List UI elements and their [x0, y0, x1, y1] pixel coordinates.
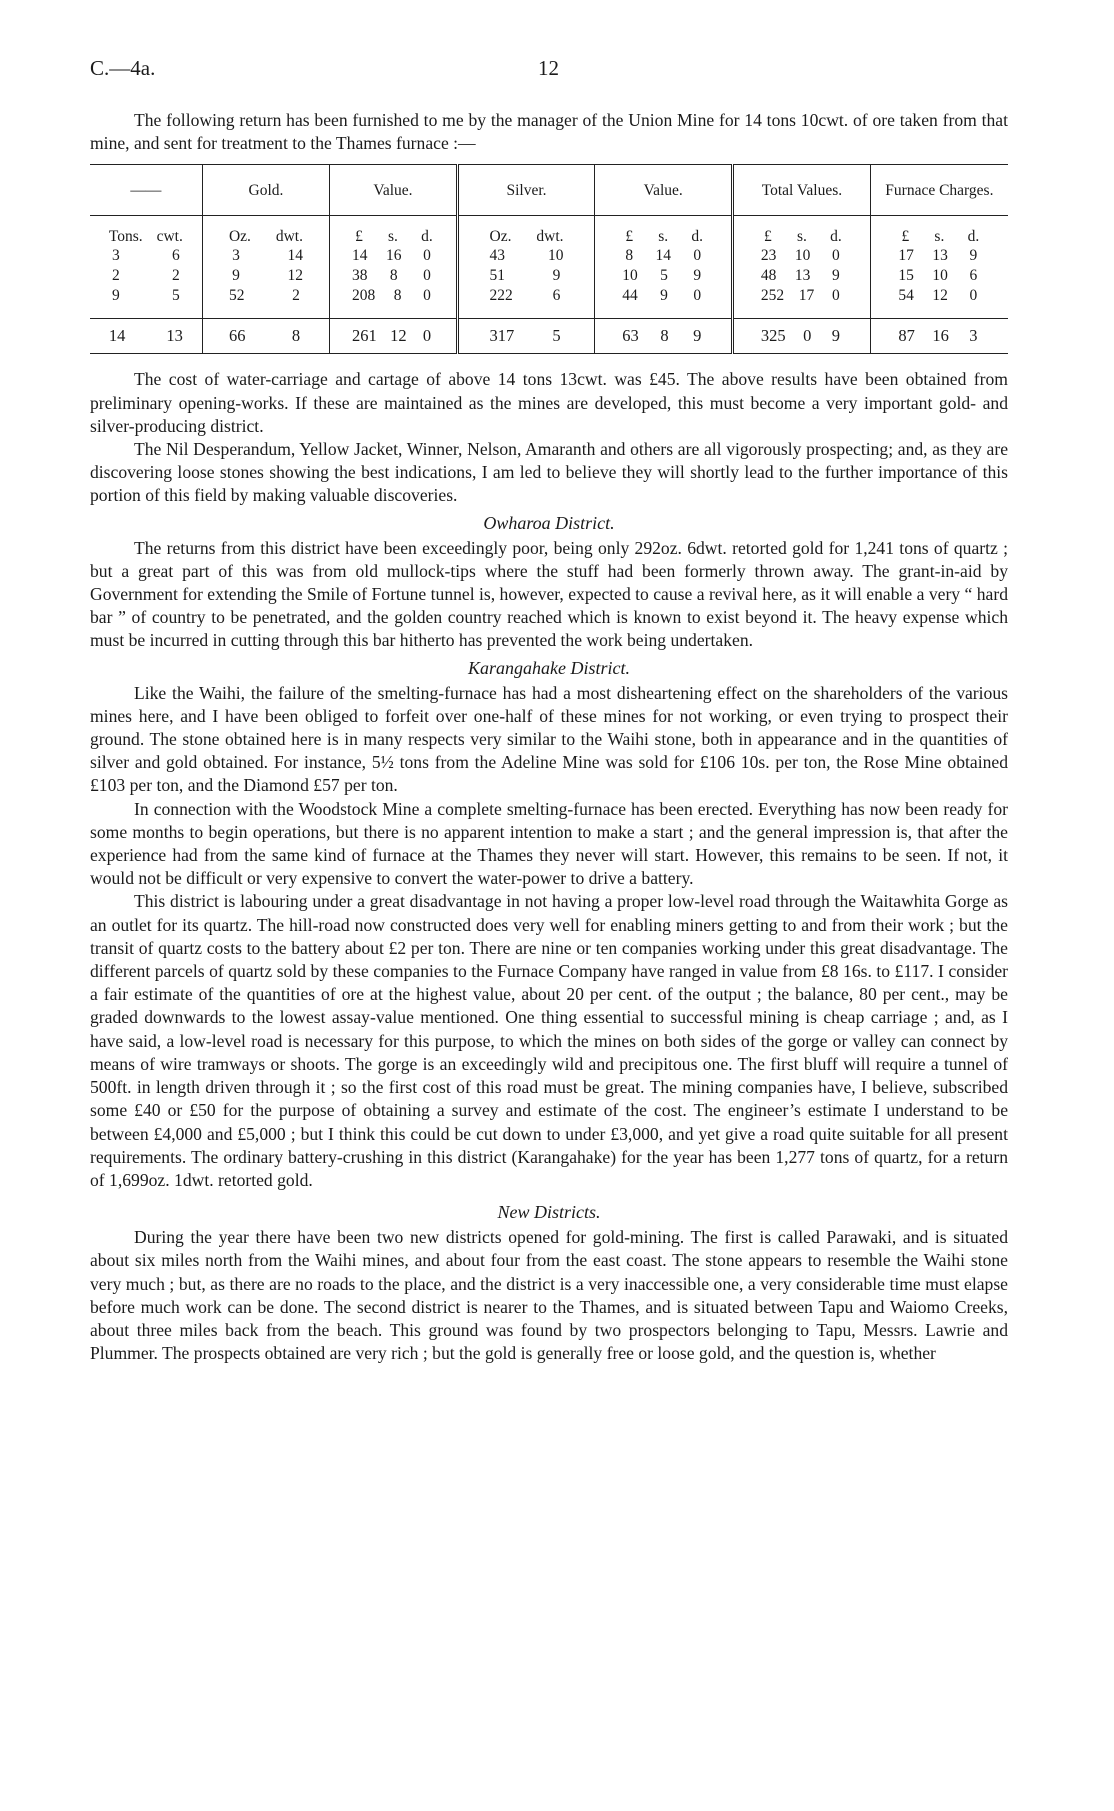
cell-total [733, 246, 871, 266]
cell-part: 43 [489, 247, 506, 265]
cell-part: 10 [548, 247, 564, 265]
cell-part: 3 [969, 326, 978, 346]
paragraph: Like the Waihi, the failure of the smelting-furnace has had a most disheartening effect on the shareholders of the various mines here, and I have been obliged to forfeit over one-half of these mines for not working, or even trying to prospect their ground. The stone obtained here is in many respects very similar to the Waihi stone, both in appearance and in the quantities of silver and gold obtained. For instance, 5½ tons from the Adeline Mine was sold for £106 10s. per ton, the Rose Mine obtained £103 per ton, and the Diamond £57 per ton. [90, 682, 1008, 796]
col-header-total-values: Total Values. [733, 165, 871, 216]
cell-part: s. [387, 228, 398, 246]
cell-part: 0 [832, 287, 840, 305]
heading-new-districts: New Districts. [497, 1202, 601, 1223]
cell-furnace [870, 246, 1008, 266]
cell-part: 14 [351, 247, 368, 265]
cell-part: 0 [832, 247, 840, 265]
cell-part: d. [421, 228, 433, 246]
col-header-gold: Gold. [202, 165, 330, 216]
cell-furnace [870, 216, 1008, 247]
page-number: 12 [538, 56, 559, 80]
table-header-row [90, 165, 1008, 216]
cell-part: 9 [832, 267, 840, 285]
cell-value2 [595, 266, 733, 286]
table-row [90, 286, 1008, 319]
cell-part: s. [658, 228, 669, 246]
cell-part: 6 [969, 267, 978, 285]
intro-paragraph: The following return has been furnished to me by the manager of the Union Mine for 14 tons 10cwt. of ore taken from that mine, and sent for treatment to the Thames furnace :— [90, 110, 1008, 154]
cell-part: 2 [171, 267, 180, 285]
cell-value1 [330, 216, 458, 247]
cell-part: 208 [351, 287, 376, 305]
cell-part: 38 [351, 267, 368, 285]
cell-part: £ [625, 228, 634, 246]
cell-part: 14 [108, 326, 126, 346]
cell-part: 17 [898, 247, 914, 265]
cell-part: 0 [693, 247, 702, 265]
cell-part: £ [355, 228, 363, 246]
cell-value2 [595, 319, 733, 354]
cell-part: 23 [760, 247, 777, 265]
table-row [90, 246, 1008, 266]
cell-furnace [870, 319, 1008, 354]
cell-part: 10 [794, 247, 811, 265]
new-districts-section [90, 1226, 1008, 1365]
cell-part: s. [934, 228, 945, 246]
page-header [90, 56, 1008, 92]
cell-gold [202, 216, 330, 247]
cell-total [733, 216, 871, 247]
cell-part: 48 [760, 267, 777, 285]
heading-karangahake: Karangahake District. [468, 657, 630, 678]
cell-part: 6 [552, 287, 561, 305]
cell-part: 9 [693, 326, 702, 346]
cell-part: 52 [228, 287, 245, 305]
cell-weight [90, 286, 202, 319]
cell-value1 [330, 286, 458, 319]
cell-part: 13 [166, 326, 183, 346]
cell-part: 9 [552, 267, 561, 285]
cell-part: Tons. [108, 228, 143, 246]
cell-part: 12 [932, 287, 948, 305]
paragraph: The cost of water-carriage and cartage of above 14 tons 13cwt. was £45. The above results have been obtained from preliminary opening-works. If these are maintained as the mines are developed, this must become a very important gold- and silver-producing district. [90, 369, 1008, 436]
col-header-silver: Silver. [457, 165, 595, 216]
union-mine-return-table [90, 164, 1008, 354]
units-row [90, 216, 1008, 247]
paragraph: During the year there have been two new districts opened for gold-mining. The first is called Parawaki, and is situated about six miles north from the Waihi mines, and about four from the east coast. The stone appears to resemble the Waihi stone very much ; but, as there are no roads to the place, and the district is a very inaccessible one, a very considerable time must elapse before much work can be done. The second district is nearer to the Thames, and is situated between Tapu and Waiomo Creeks, about three miles back from the beach. This ground was found by two prospectors belonging to Tapu, Messrs. Lawrie and Plummer. The prospects obtained are very rich ; but the gold is generally free or loose gold, and the question is, whether [90, 1227, 1008, 1364]
cell-value2 [595, 286, 733, 319]
cell-part: Oz. [228, 228, 251, 246]
document-reference: C.—4a. [90, 56, 156, 80]
cell-total [733, 319, 871, 354]
cell-part: 87 [898, 326, 915, 346]
cell-part: dwt. [275, 228, 303, 246]
paragraph: The Nil Desperandum, Yellow Jacket, Winner, Nelson, Amaranth and others are all vigorously prospecting; and, as they are discovering loose stones showing the best indications, I am led to believe they will shortly lead to the further importance of this portion of this field by making valuable discoveries. [90, 439, 1008, 506]
cell-part: cwt. [156, 228, 183, 246]
cell-part: d. [691, 228, 704, 246]
cell-silver [457, 319, 595, 354]
prose-section-opening [90, 368, 1008, 507]
cell-part: 17 [798, 287, 815, 305]
cell-part: 317 [489, 326, 515, 346]
cell-part: 8 [660, 326, 669, 346]
table-row [90, 266, 1008, 286]
col-header-furnace-charges: Furnace Charges. [870, 165, 1008, 216]
cell-part: 222 [489, 287, 513, 305]
cell-value1 [330, 266, 458, 286]
cell-part: 5 [171, 287, 180, 305]
cell-part: 8 [625, 247, 634, 265]
cell-part: 9 [111, 287, 120, 305]
cell-part: 9 [660, 287, 668, 305]
cell-part: 0 [423, 267, 431, 285]
cell-part: 9 [693, 267, 702, 285]
cell-part: 6 [171, 247, 180, 265]
cell-part: 8 [291, 326, 301, 346]
cell-part: 66 [228, 326, 246, 346]
cell-part: 261 [351, 326, 377, 346]
cell-part: 9 [969, 247, 978, 265]
cell-part: 63 [622, 326, 639, 346]
paragraph: The returns from this district have been exceedingly poor, being only 292oz. 6dwt. retorted gold for 1,241 tons of quartz ; but a great part of this was from old mullock-tips where the stuff had been formerly thrown away. The grant-in-aid by Government for extending the Smile of Fortune tunnel is, however, expected to cause a revival here, as it will enable a very “ hard bar ” of country to be penetrated, and the golden country reached which is known to exist beyond it. The heavy expense which must be incurred in cutting through this bar hitherto has prevented the work being undertaken. [90, 537, 1008, 651]
cell-part: 2 [292, 287, 300, 305]
cell-part: d. [830, 228, 842, 246]
cell-part: 252 [760, 287, 785, 305]
cell-weight [90, 319, 202, 354]
owharoa-section [90, 537, 1008, 653]
heading-owharoa: Owharoa District. [483, 512, 615, 533]
cell-part: 0 [803, 326, 812, 346]
cell-part: 9 [232, 267, 240, 285]
cell-part: 8 [389, 267, 398, 285]
cell-value1 [330, 246, 458, 266]
cell-weight [90, 216, 202, 247]
cell-gold [202, 319, 330, 354]
cell-part: 5 [552, 326, 561, 346]
cell-part: 5 [660, 267, 668, 285]
cell-total [733, 286, 871, 319]
cell-silver [457, 216, 595, 247]
cell-part: dwt. [536, 228, 564, 246]
cell-part: 0 [423, 287, 431, 305]
cell-part: 12 [390, 326, 407, 346]
cell-part: 3 [232, 247, 240, 265]
cell-part: 10 [932, 267, 948, 285]
cell-part: 16 [932, 326, 949, 346]
cell-furnace [870, 266, 1008, 286]
cell-weight [90, 246, 202, 266]
cell-part: 54 [898, 287, 914, 305]
col-header-weight: —— [90, 165, 202, 216]
cell-part: d. [967, 228, 980, 246]
cell-part: 0 [423, 247, 431, 265]
cell-total [733, 266, 871, 286]
cell-part: 16 [385, 247, 402, 265]
cell-gold [202, 286, 330, 319]
cell-silver [457, 286, 595, 319]
cell-part: 3 [111, 247, 120, 265]
cell-part: 12 [287, 267, 303, 285]
cell-gold [202, 246, 330, 266]
cell-part: 0 [422, 326, 432, 346]
cell-part: Oz. [489, 228, 512, 246]
cell-part: 15 [898, 267, 914, 285]
cell-part: 44 [622, 287, 638, 305]
col-header-silver-value: Value. [595, 165, 733, 216]
paragraph: In connection with the Woodstock Mine a complete smelting-furnace has been erected. Everything has now been ready for some months to begin operations, but there is no apparent intention to make a start ; and the general impression is, that after the experience had from the same kind of furnace at the Thames they never will start. However, this remains to be seen. If not, it would not be difficult or very expensive to convert the water-power to drive a battery. [90, 798, 1008, 889]
cell-gold [202, 266, 330, 286]
cell-value1 [330, 319, 458, 354]
col-header-gold-value: Value. [330, 165, 458, 216]
paragraph: This district is labouring under a great disadvantage in not having a proper low-level road through the Waitawhita Gorge as an outlet for its quartz. The hill-road now constructed does very well for enabling miners getting to and from their work ; but the transit of quartz costs to the battery about £2 per ton. There are nine or ten companies working under this great disadvantage. The different parcels of quartz sold by these companies to the Furnace Company have ranged in value from £8 16s. to £117. I consider a fair estimate of the quantities of ore at the highest value, about 20 per cent. of the output ; the balance, 80 per cent., may be graded downwards to the lowest assay-value mentioned. One thing essential to successful mining is cheap carriage ; and, as I have said, a low-level road is necessary for this purpose, to which the mines on both sides of the gorge or valley can connect by means of wire tramways or shoots. The gorge is an exceedingly wild and precipitous one. The first bluff will require a tunnel of 500ft. in length driven through it ; so the first cost of this road must be great. The mining companies have, I believe, subscribed some £40 or £50 for the purpose of obtaining a survey and estimate of the cost. The engineer’s estimate I understand to be between £4,000 and £5,000 ; but I think this could be cut down to under £3,000, and yet give a road quite suitable for all present requirements. The ordinary battery-crushing in this district (Karangahake) for the year has been 1,277 tons of quartz, for a return of 1,699oz. 1dwt. retorted gold. [90, 891, 1008, 1190]
cell-part: 9 [831, 326, 841, 346]
cell-part: 0 [693, 287, 702, 305]
cell-part: 8 [393, 287, 402, 305]
cell-weight [90, 266, 202, 286]
cell-part: 51 [489, 267, 506, 285]
cell-silver [457, 246, 595, 266]
cell-part: 0 [969, 287, 978, 305]
cell-part: 10 [622, 267, 638, 285]
totals-row [90, 319, 1008, 354]
cell-silver [457, 266, 595, 286]
cell-part: 325 [760, 326, 786, 346]
cell-part: s. [796, 228, 807, 246]
cell-part: 13 [794, 267, 811, 285]
cell-value2 [595, 246, 733, 266]
cell-part: 13 [932, 247, 948, 265]
cell-value2 [595, 216, 733, 247]
document-page [90, 56, 1008, 1365]
karangahake-section [90, 682, 1008, 1192]
cell-part: £ [764, 228, 772, 246]
cell-furnace [870, 286, 1008, 319]
cell-part: 14 [655, 247, 671, 265]
cell-part: 14 [287, 247, 303, 265]
cell-part: 2 [111, 267, 120, 285]
cell-part: £ [901, 228, 910, 246]
